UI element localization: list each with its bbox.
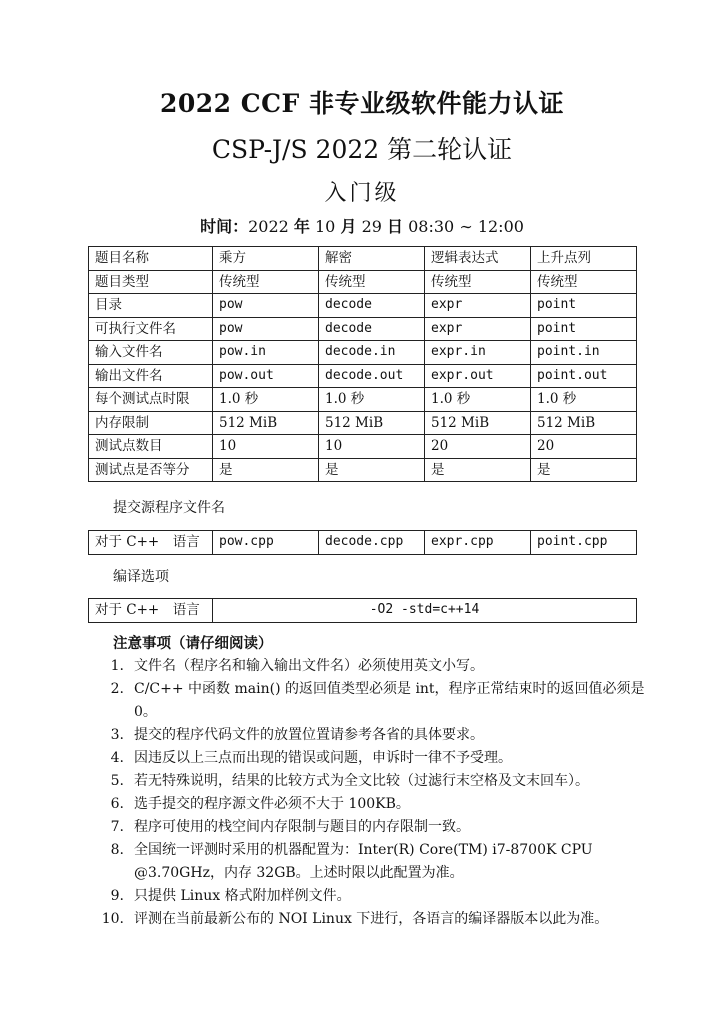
- table-cell: pow.cpp: [213, 531, 319, 555]
- table-row: [89, 247, 637, 271]
- table-cell: 是: [319, 458, 425, 482]
- table-row: [89, 294, 637, 318]
- list-item: [94, 655, 654, 678]
- time-year: 2022: [248, 217, 289, 236]
- table-cell: -O2 -std=c++14: [213, 599, 637, 623]
- list-item: [94, 770, 654, 793]
- table-cell: 测试点数目: [89, 435, 213, 459]
- table-cell: expr.cpp: [425, 531, 531, 555]
- table-cell: 输出文件名: [89, 364, 213, 388]
- table-cell: expr.out: [425, 364, 531, 388]
- table-cell: 512 MiB: [319, 411, 425, 435]
- table-row: [89, 388, 637, 412]
- time-day-unit: 日: [387, 217, 404, 236]
- list-item-number: 1.: [110, 658, 124, 674]
- table-row: [89, 435, 637, 459]
- table-cell: 是: [213, 458, 319, 482]
- table-cell: 逻辑表达式: [425, 247, 531, 271]
- list-item-number: 4.: [110, 750, 124, 766]
- table-cell: point: [531, 317, 637, 341]
- list-item-number: 5.: [110, 773, 124, 789]
- list-item: [94, 724, 654, 747]
- table-row: [89, 341, 637, 365]
- table-cell: 题目类型: [89, 270, 213, 294]
- table-cell: 传统型: [425, 270, 531, 294]
- table-cell: pow.in: [213, 341, 319, 365]
- table-cell: 内存限制: [89, 411, 213, 435]
- table-cell: 传统型: [531, 270, 637, 294]
- time-year-unit: 年: [293, 217, 310, 236]
- table-row: [89, 364, 637, 388]
- list-item-text: 全国统一评测时采用的机器配置为：Inter(R) Core(TM) i7-8700K CPU @3.70GHz，内存 32GB。上述时限以此配置为准。: [134, 842, 593, 881]
- list-item-text: 只提供 Linux 格式附加样例文件。: [134, 888, 351, 904]
- table-cell: 是: [425, 458, 531, 482]
- submit-filename-table: [88, 530, 637, 555]
- list-item-text: 因违反以上三点而出现的错误或问题，申诉时一律不予受理。: [134, 750, 512, 766]
- table-cell: pow: [213, 294, 319, 318]
- table-cell: 512 MiB: [213, 411, 319, 435]
- list-item: [94, 678, 654, 724]
- table-cell: 是: [531, 458, 637, 482]
- table-cell: 题目名称: [89, 247, 213, 271]
- table-cell: 上升点列: [531, 247, 637, 271]
- table-row: [89, 411, 637, 435]
- table-cell: 20: [531, 435, 637, 459]
- exam-time: [0, 214, 724, 237]
- table-row: [89, 317, 637, 341]
- list-item-number: 9.: [110, 888, 124, 904]
- list-item: [94, 908, 654, 931]
- problem-table: [88, 246, 637, 482]
- list-item-number: 10.: [101, 911, 124, 927]
- table-row: [89, 270, 637, 294]
- exam-title: 2022 CCF 非专业级软件能力认证: [159, 89, 565, 118]
- submit-section-label: 提交源程序文件名: [113, 500, 225, 516]
- list-item-text: C/C++ 中函数 main() 的返回值类型必须是 int，程序正常结束时的返回值必须是 0。: [134, 681, 645, 720]
- table-cell: pow: [213, 317, 319, 341]
- list-item-text: 文件名（程序名和输入输出文件名）必须使用英文小写。: [134, 658, 484, 674]
- table-cell: 对于 C++ 语言: [89, 599, 213, 623]
- list-item-text: 评测在当前最新公布的 NOI Linux 下进行，各语言的编译器版本以此为准。: [134, 911, 609, 927]
- table-cell: 乘方: [213, 247, 319, 271]
- table-cell: 传统型: [319, 270, 425, 294]
- time-range: 08:30 ∼ 12:00: [408, 217, 524, 236]
- exam-level: 入门级: [324, 181, 400, 206]
- table-row: [89, 599, 637, 623]
- table-cell: 20: [425, 435, 531, 459]
- table-cell: 目录: [89, 294, 213, 318]
- table-cell: point.in: [531, 341, 637, 365]
- time-day: 29: [361, 217, 382, 236]
- list-item-text: 选手提交的程序源文件必须不大于 100KB。: [134, 796, 410, 812]
- table-cell: 测试点是否等分: [89, 458, 213, 482]
- table-row: [89, 458, 637, 482]
- table-cell: 512 MiB: [425, 411, 531, 435]
- table-cell: pow.out: [213, 364, 319, 388]
- list-item-text: 提交的程序代码文件的放置位置请参考各省的具体要求。: [134, 727, 484, 743]
- table-cell: decode: [319, 317, 425, 341]
- table-cell: 传统型: [213, 270, 319, 294]
- table-cell: expr: [425, 317, 531, 341]
- notes-title: 注意事项（请仔细阅读）: [113, 635, 273, 652]
- table-cell: 1.0 秒: [531, 388, 637, 412]
- list-item-number: 3.: [110, 727, 124, 743]
- table-cell: point.out: [531, 364, 637, 388]
- list-item-number: 2.: [110, 681, 124, 697]
- table-cell: 10: [213, 435, 319, 459]
- table-cell: 1.0 秒: [319, 388, 425, 412]
- compile-section-label: 编译选项: [113, 569, 169, 585]
- table-cell: 输入文件名: [89, 341, 213, 365]
- table-cell: decode.out: [319, 364, 425, 388]
- table-cell: 每个测试点时限: [89, 388, 213, 412]
- table-cell: 1.0 秒: [213, 388, 319, 412]
- table-cell: 可执行文件名: [89, 317, 213, 341]
- table-row: [89, 531, 637, 555]
- list-item: [94, 885, 654, 908]
- compile-options-table: [88, 598, 637, 623]
- table-cell: expr: [425, 294, 531, 318]
- table-cell: decode.cpp: [319, 531, 425, 555]
- time-label: 时间：: [200, 217, 249, 236]
- list-item-number: 7.: [110, 819, 124, 835]
- list-item-number: 6.: [110, 796, 124, 812]
- exam-subtitle: CSP-J/S 2022 第二轮认证: [211, 135, 513, 164]
- list-item: [94, 747, 654, 770]
- table-cell: expr.in: [425, 341, 531, 365]
- table-cell: 1.0 秒: [425, 388, 531, 412]
- table-cell: 10: [319, 435, 425, 459]
- list-item: [94, 816, 654, 839]
- time-month: 10: [315, 217, 336, 236]
- list-item-text: 若无特殊说明，结果的比较方式为全文比较（过滤行末空格及文末回车）。: [134, 773, 589, 789]
- table-cell: 对于 C++ 语言: [89, 531, 213, 555]
- notes-list: [94, 655, 654, 931]
- list-item-number: 8.: [110, 842, 124, 858]
- table-cell: point.cpp: [531, 531, 637, 555]
- table-cell: 512 MiB: [531, 411, 637, 435]
- list-item: [94, 839, 654, 885]
- table-cell: point: [531, 294, 637, 318]
- list-item: [94, 793, 654, 816]
- time-month-unit: 月: [340, 217, 357, 236]
- list-item-text: 程序可使用的栈空间内存限制与题目的内存限制一致。: [134, 819, 470, 835]
- table-cell: 解密: [319, 247, 425, 271]
- table-cell: decode.in: [319, 341, 425, 365]
- table-cell: decode: [319, 294, 425, 318]
